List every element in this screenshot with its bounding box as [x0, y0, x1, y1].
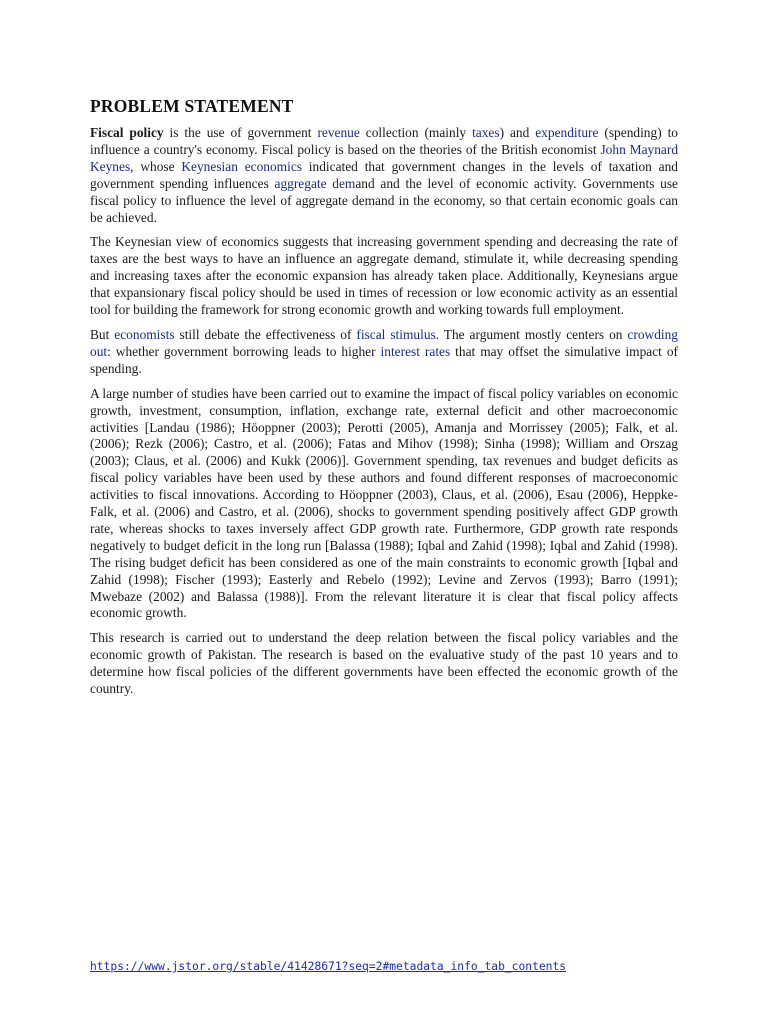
- paragraph-1: Fiscal policy is the use of government revenue collection (mainly taxes) and expenditure (spending) to influence a country's economy. Fiscal policy is based on the theories of the British economist John Maynard Keynes, whose Keynesian economics indicated that government changes in the levels of taxation and government spending influences aggregate demand and the level of economic activity. Governments use fiscal policy to influence the level of aggregate demand in the economy, so that certain economic goals can be achieved.: [90, 125, 679, 225]
- term-fiscal-policy: Fiscal policy: [90, 125, 164, 140]
- link-john-maynard-keynes[interactable]: John Maynard Keynes: [90, 141, 679, 174]
- link-expenditure[interactable]: expenditure: [535, 125, 599, 140]
- document-body: [90, 96, 678, 706]
- paragraph-4: A large number of studies have been carried out to examine the impact of fiscal policy variables on economic growth, investment, consumption, inflation, exchange rate, external deficit and other macroeconomic activities [Landau (1986); Höoppner (2003); Perotti (2005), Amanja and Morrissey (2005); Falk, et al. (2006); Rezk (2006); Castro, et al. (2006); Fatas and Mihov (1998); Sinha (1998); William and Orszag (2003); Claus, et al. (2006) and Kukk (2006)]. Government spending, tax revenues and budget deficits as fiscal policy variables have been used by these authors and found different responses of macroeconomic activities to fiscal innovations. According to Höoppner (2003), Claus, et al. (2006), Esau (2006), Heppke-Falk, et al. (2006) and Castro, et al. (2006), shocks to government spending positively affect GDP growth rate, whereas shocks to taxes inversely affect GDP growth rate. Furthermore, GDP growth rate responds negatively to budget deficit in the long run [Balassa (1988); Iqbal and Zahid (1998); Iqbal and Zahid (1998). The rising budget deficit has been considered as one of the main constraints to economic growth [Iqbal and Zahid (1998); Fischer (1993); Easterly and Rebelo (1992); Levine and Zervos (1993); Barro (1991); Mwebaze (2002) and Balassa (1988)]. From the relevant literature it is clear that fiscal policy affects economic growth.: [90, 385, 678, 621]
- link-revenue[interactable]: revenue: [317, 125, 360, 140]
- link-aggregate-demand[interactable]: aggregate dem: [274, 175, 356, 191]
- page-title: PROBLEM STATEMENT: [90, 96, 294, 116]
- source-url-link[interactable]: https://www.jstor.org/stable/41428671?seq=2#metadata_info_tab_contents: [90, 960, 567, 973]
- paragraph-5: This research is carried out to understand the deep relation between the fiscal policy variables and the economic growth of Pakistan. The research is based on the evaluative study of the past 10 years and to determine how fiscal policies of the different governments have been effected the economic growth of the country.: [90, 630, 678, 697]
- link-taxes[interactable]: taxes: [472, 125, 500, 140]
- link-fiscal-stimulus[interactable]: fiscal stimulus: [356, 326, 436, 342]
- paragraph-2: The Keynesian view of economics suggests that increasing government spending and decreasing the rate of taxes are the best ways to have an influence an aggregate demand, stimulate it, while decreasing spending and increasing taxes after the economic expansion has already taken place. Additionally, Keynesians argue that expansionary fiscal policy should be used in times of recession or low economic activity as an essential tool for building the framework for strong economic growth and working towards full employment.: [90, 234, 678, 318]
- link-keynesian-economics[interactable]: Keynesian economics: [181, 158, 302, 174]
- link-crowding-out[interactable]: crowding out: [90, 326, 678, 359]
- paragraph-3: But economists still debate the effectiveness of fiscal stimulus. The argument mostly centers on crowding out: whether government borrowing leads to higher interest rates that may offset the simulative impact of spending.: [90, 326, 678, 376]
- link-interest-rates[interactable]: interest rates: [380, 343, 451, 359]
- link-economists[interactable]: economists: [114, 326, 175, 342]
